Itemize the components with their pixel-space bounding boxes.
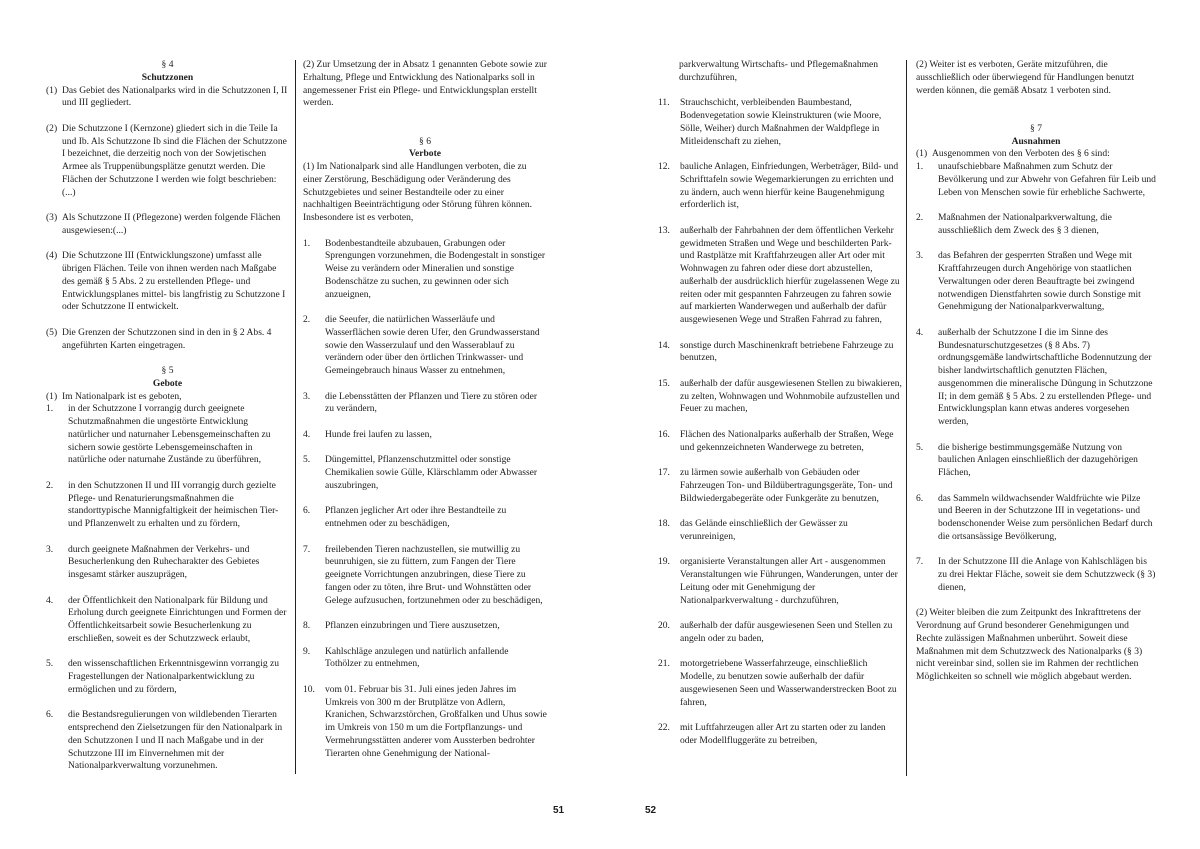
section-5-paragraph-2: (2) Zur Umsetzung der in Absatz 1 genannten Gebote sowie zur Erhaltung, Pflege und Entwicklung des Nationalparks soll in angemessener Frist ein Pflege- und Entwicklungsplan erstellt werden. <box>303 59 547 109</box>
item-text: Pflanzen einzubringen und Tiere auszusetzen, <box>325 620 500 631</box>
list-item <box>303 544 547 608</box>
list-item <box>658 378 902 416</box>
item-number: 7. <box>916 556 924 568</box>
item-number: 2. <box>46 479 54 491</box>
list-item <box>303 454 547 492</box>
item-text: In der Schutzzone III die Anlage von Kahlschlägen bis zu drei Hektar Fläche, soweit sie dem Schutzzweck (§ 3) dienen, <box>938 556 1156 593</box>
section-6-items-continued <box>658 97 902 747</box>
list-item <box>916 250 1156 314</box>
item-number: (1) <box>46 84 58 96</box>
item-number: 9. <box>303 645 311 657</box>
item-number: 4. <box>46 594 54 606</box>
section-7-number: § 7 <box>1030 122 1042 134</box>
list-item <box>46 544 289 582</box>
item-text: in der Schutzzone I vorrangig durch geeignete Schutzmaßnahmen die ungestörte Entwicklung natürlicher und naturnaher Lebensgemeinschaften zu sichern sowie gestörte Lebensgemeinschaften in natürliche oder naturnahe Zustände zu überführen, <box>68 403 271 466</box>
item-text: Maßnahmen der Nationalparkverwaltung, die ausschließlich dem Zweck des § 3 dienen, <box>938 212 1112 236</box>
item-number: 11. <box>658 97 670 109</box>
item-text: vom 01. Februar bis 31. Juli eines jeden Jahres im Umkreis von 300 m der Brutplätze von Adlern, Kranichen, Schwarzstörchen, Großfalken und Uhus sowie im Umkreis von 150 m um die Fortpflanzungs- und Vermehrungsstätten anderer vom Aussterben bedrohter Tierarten ohne Genehmigung der National- <box>325 683 547 759</box>
list-item <box>658 97 902 148</box>
list-item <box>303 684 547 761</box>
list-item <box>658 161 902 212</box>
item-text: Die Grenzen der Schutzzonen sind in den in § 2 Abs. 4 angeführten Karten eingetragen. <box>62 326 272 351</box>
list-item <box>46 250 289 314</box>
item-number: 13. <box>658 224 670 236</box>
left-page-column-1 <box>46 59 289 773</box>
item-text: bauliche Anlagen, Einfriedungen, Werbeträger, Bild- und Schrifttafeln sowie Wegemarkierungen zu errichten und zu ändern, auch wenn hierfür keine Baugenehmigung erforderlich ist, <box>680 161 899 211</box>
item-text: Düngemittel, Pflanzenschutzmittel oder sonstige Chemikalien sowie Gülle, Klärschlamm oder Abwasser auszubringen, <box>325 454 538 491</box>
list-item <box>46 480 289 531</box>
item-number: 20. <box>658 620 670 631</box>
list-item <box>916 327 1156 429</box>
item-number: 19. <box>658 556 670 568</box>
section-6-paragraph-1: (1) Im Nationalpark sind alle Handlungen verboten, die zu einer Zerstörung, Beschädigung oder Veränderung des Schutzgebietes und seiner Bestandteile oder zu einer nachhaltigen Beeinträchtigung oder Störung führen können. Insbesondere ist es verboten, <box>303 161 533 223</box>
item-text: die Lebensstätten der Pflanzen und Tiere zu stören oder zu verändern, <box>325 390 538 415</box>
item-text: sonstige durch Maschinenkraft betriebene Fahrzeuge zu benutzen, <box>680 339 894 364</box>
list-item <box>658 340 902 366</box>
item-text: durch geeignete Maßnahmen der Verkehrs- und Besucherlenkung den Ruhecharakter des Gebietes insgesamt stärker auszuprägen, <box>68 543 260 580</box>
item-text: Flächen des Nationalparks außerhalb der Straßen, Wege und gekennzeichneten Wanderwege zu betreten, <box>680 428 894 453</box>
item-text: der Öffentlichkeit den Nationalpark für Bildung und Erholung durch geeignete Einrichtungen und Formen der Öffentlichkeitsarbeit sowie Besucherlenkung zu erschließen, soweit es der Schutzzweck erlaubt, <box>68 594 287 644</box>
right-page-column-1 <box>658 59 902 748</box>
list-item <box>46 327 289 353</box>
item-text: außerhalb der dafür ausgewiesenen Seen und Stellen zu angeln oder zu baden, <box>680 620 893 644</box>
list-item <box>916 161 1156 199</box>
list-item <box>46 85 289 111</box>
list-item <box>46 403 289 467</box>
item-number: (5) <box>46 326 58 338</box>
item-number: 5. <box>916 441 924 453</box>
list-item <box>303 391 547 417</box>
list-item <box>46 595 289 646</box>
list-item <box>916 556 1156 594</box>
item-number: 8. <box>303 620 311 631</box>
list-item <box>303 314 547 378</box>
list-item <box>46 658 289 696</box>
list-item <box>658 658 902 709</box>
right-page-column-2 <box>916 59 1156 684</box>
item-text: den wissenschaftlichen Erkenntnisgewinn vorrangig zu Fragestellungen der Nationalparkentwicklung zu ermöglichen und zu fördern, <box>68 658 280 695</box>
item-number: 18. <box>658 518 670 529</box>
item-text: die Seeufer, die natürlichen Wasserläufe und Wasserflächen sowie deren Ufer, den Grundwasserstand sowie den Wasserzulauf und den Wasserablauf zu verändern oder über den örtlichen Trinkwasser- und Gemeingebrauch hinaus Wasser zu entnehmen, <box>325 314 540 376</box>
item-text: Als Schutzzone II (Pflegezone) werden folgende Flächen ausgewiesen:(...) <box>62 212 281 236</box>
list-item <box>46 123 289 200</box>
list-item <box>303 505 547 531</box>
item-number: 3. <box>303 390 311 402</box>
item-text: Pflanzen jeglicher Art oder ihre Bestandteile zu entnehmen oder zu beschädigen, <box>325 505 507 529</box>
item-text: Hunde frei laufen zu lassen, <box>325 428 432 440</box>
section-4-title: Schutzzonen <box>141 71 194 83</box>
item-number: 10. <box>303 683 315 695</box>
item-number: 4. <box>303 428 311 440</box>
section-7-paragraph-2: (2) Weiter bleiben die zum Zeitpunkt des Inkrafttretens der Verordnung auf Grund besonderer Genehmigungen und Rechte zulässigen Maßnahmen unberührt. Soweit diese Maßnahmen mit dem Schutzzweck des Nationalparks (§ 3) nicht vereinbar sind, sollen sie im Rahmen der rechtlichen Möglichkeiten so schnell wie möglich abgebaut werden. <box>916 607 1143 682</box>
section-5-items <box>46 403 289 773</box>
list-item <box>303 646 547 672</box>
item-text: freilebenden Tieren nachzustellen, sie mutwillig zu beunruhigen, sie zu füttern, zum Fangen der Tiere geeignete Vorrichtungen anzubringen, diese Tiere zu fangen oder zu töten, ihre Brut- und Wohnstätten oder Gelege aufzusuchen, fortzunehmen oder zu beschädigen, <box>325 543 543 606</box>
item-text: das Sammeln wildwachsender Waldfrüchte wie Pilze und Beeren in der Schutzzone III in vegetations- und bodenschonender Weise zum persönlichen Bedarf durch die ortsansässige Bevölkerung, <box>938 492 1153 542</box>
section-5-number: § 5 <box>161 365 174 376</box>
item-text: in den Schutzzonen II und III vorrangig durch gezielte Pflege- und Renaturierungsmaßnahmen die standorttypische Mannigfaltigkeit der heimischen Tier- und Pflanzenwelt zu erhalten und zu fördern, <box>68 479 279 529</box>
list-item <box>303 429 547 442</box>
item-number: 1. <box>303 237 311 249</box>
list-item <box>916 442 1156 480</box>
list-item <box>658 556 902 607</box>
item-number: 17. <box>658 467 670 478</box>
item-number: 1. <box>916 161 924 172</box>
item-number: 6. <box>46 709 54 721</box>
list-item <box>658 518 902 544</box>
item-number: 2. <box>916 212 924 223</box>
item-number: (3) <box>46 212 58 223</box>
item-number: (2) <box>46 122 58 134</box>
item-number: 12. <box>658 161 670 172</box>
list-item <box>658 467 902 505</box>
list-item <box>46 709 289 773</box>
list-item <box>658 429 902 455</box>
item-text: Die Schutzzone I (Kernzone) gliedert sich in die Teile Ia und Ib. Als Schutzzone Ib sind die Flächen der Schutzzone I bezeichnet, die derzeitig noch von der Sowjetischen Armee als Truppenübungsplätze genutzt werden. Die Flächen der Schutzzone I werden wie folgt beschrieben:(...) <box>62 122 287 198</box>
page-number-left: 51 <box>553 805 565 816</box>
item-text: Die Schutzzone III (Entwicklungszone) umfasst alle übrigen Flächen. Teile von ihnen werden nach Maßgabe des gemäß § 5 Abs. 2 zu erstellenden Pflege- und Entwicklungsplanes mittel- bis langfristig zu Schutzzone I oder Schutzzone II entwickelt. <box>62 250 286 313</box>
item-number: 21. <box>658 658 670 670</box>
section-7-items <box>916 161 1156 607</box>
item-text: außerhalb der dafür ausgewiesenen Stellen zu biwakieren, zu zelten, Wohnwagen und Wohnmobile aufzustellen und Feuer zu machen, <box>680 377 902 415</box>
item-text: Strauchschicht, verbleibenden Baumbestand, Bodenvegetation sowie Kleinstrukturen (wie Moore, Sölle, Weiher) durch Maßnahmen der Waldpflege in Mitleidenschaft zu ziehen, <box>680 97 882 147</box>
item-text: mit Luftfahrzeugen aller Art zu starten oder zu landen oder Modellfluggeräte zu betreiben, <box>680 722 886 746</box>
item-number: 6. <box>303 505 311 517</box>
section-7-intro: (1) Ausgenommen von den Verboten des § 6 sind: <box>916 148 1110 160</box>
list-item <box>658 620 902 646</box>
item-number: 4. <box>916 326 924 338</box>
column-divider <box>295 60 296 774</box>
section-6-number: § 6 <box>419 135 431 147</box>
item-text: Bodenbestandteile abzubauen, Grabungen oder Sprengungen vorzunehmen, die Bodengestalt in sonstiger Weise zu verändern oder Mineralien und sonstige Bodenschätze zu suchen, zu gewinnen oder sich anzueignen, <box>325 237 546 300</box>
item-text: organisierte Veranstaltungen aller Art - ausgenommen Veranstaltungen wie Führungen, Wanderungen, unter der Leitung oder mit Genehmigung der Nationalparkverwaltung - durchzuführen, <box>680 556 898 606</box>
item-number: 6. <box>916 492 924 504</box>
item-number: 1. <box>46 403 54 415</box>
section-6-paragraph-2: (2) Weiter ist es verboten, Geräte mitzuführen, die ausschließlich oder überwiegend für Handlungen benutzt werden können, die gemäß Absatz 1 verboten sind. <box>916 59 1135 96</box>
section-5-title: Gebote <box>152 377 183 389</box>
list-item <box>658 225 902 327</box>
item-text: Das Gebiet des Nationalparks wird in die Schutzzonen I, II und III gegliedert. <box>62 84 288 109</box>
section-6-title: Verbote <box>409 148 441 160</box>
item-number: 5. <box>46 658 54 670</box>
item-text: unaufschiebbare Maßnahmen zum Schutz der Bevölkerung und zur Abwehr von Gefahren für Leib und Leben von Menschen sowie für erhebliche Sachwerte, <box>938 161 1156 198</box>
section-4-paragraphs <box>46 85 289 366</box>
item-number: 14. <box>658 339 670 351</box>
item-number: 22. <box>658 722 670 733</box>
list-item <box>303 238 547 302</box>
item-text: das Befahren der gesperrten Straßen und Wege mit Kraftfahrzeugen durch Angehörige von staatlichen Verwaltungen oder deren Beauftragte bei zwingend notwendigen Dienstfahrten sowie durch Sonstige mit Genehmigung der Nationalparkverwaltung, <box>938 250 1141 313</box>
item-number: 7. <box>303 543 311 555</box>
item-number: 16. <box>658 428 670 440</box>
item-text: zu lärmen sowie außerhalb von Gebäuden oder Fahrzeugen Ton- und Bildübertragungsgeräte, Ton- und Bildwiedergabegeräte oder Funkgeräte zu benutzen, <box>680 467 893 504</box>
item-text: die bisherige bestimmungsgemäße Nutzung von baulichen Anlagen einschließlich der dazugehörigen Flächen, <box>938 441 1138 478</box>
section-4-number: § 4 <box>161 59 174 70</box>
list-item <box>303 620 547 633</box>
item-number: 3. <box>916 250 924 262</box>
section-6-items <box>303 238 547 761</box>
item-text: motorgetriebene Wasserfahrzeuge, einschließlich Modelle, zu benutzen sowie außerhalb der dafür ausgewiesenen Seen und Wasserwanderstrecken Boot zu fahren, <box>680 658 897 708</box>
section-5-intro: (1) Im Nationalpark ist es geboten, <box>46 390 182 402</box>
item-number: 15. <box>658 377 670 389</box>
item-number: (4) <box>46 250 58 262</box>
item-number: 2. <box>303 314 311 325</box>
section-6-item-10-continued: parkverwaltung Wirtschafts- und Pflegemaßnahmen durchzuführen, <box>679 59 879 83</box>
list-item <box>46 212 289 238</box>
column-divider <box>906 60 907 776</box>
item-text: außerhalb der Schutzzone I die im Sinne des Bundesnaturschutzgesetzes (§ 8 Abs. 7) ordnungsgemäße landwirtschaftliche Bodennutzung der bisher landwirtschaftlich genutzten Flächen, ausgenommen die mineralische Düngung in Schutzzone II; in dem gemäß § 5 Abs. 2 zu erstellenden Pflege- und Entwicklungsplan kann etwas anderes vorgesehen werden, <box>938 326 1153 427</box>
page-number-right: 52 <box>645 805 657 816</box>
item-number: 5. <box>303 454 311 466</box>
left-page-column-2 <box>303 59 547 760</box>
item-text: das Gelände einschließlich der Gewässer zu verunreinigen, <box>680 518 848 542</box>
list-item <box>916 493 1156 544</box>
item-text: außerhalb der Fahrbahnen der dem öffentlichen Verkehr gewidmeten Straßen und Wege und beschilderten Park- und Rastplätze mit Kraftfahrzeugen aller Art oder mit Wohnwagen zu fahren oder diese dort abzustellen, außerhalb der ausdrücklich hierfür zugelassenen Wege zu reiten oder mit gespannten Fahrzeugen zu fahren sowie auf markierten Wanderwegen und außerhalb der dafür ausgewiesenen Wege und Straßen Fahrrad zu fahren, <box>680 224 900 325</box>
section-7-title: Ausnahmen <box>1011 135 1061 147</box>
item-text: die Bestandsregulierungen von wildlebenden Tierarten entsprechend den Zielsetzungen für den Nationalpark in den Schutzzonen I und II nach Maßgabe und in der Schutzzone III im Einvernehmen mit der Nationalparkverwaltung vorzunehmen. <box>68 709 283 772</box>
list-item <box>658 722 902 748</box>
item-number: 3. <box>46 543 54 555</box>
list-item <box>916 212 1156 238</box>
item-text: Kahlschläge anzulegen und natürlich anfallende Tothölzer zu entnehmen, <box>325 645 509 670</box>
